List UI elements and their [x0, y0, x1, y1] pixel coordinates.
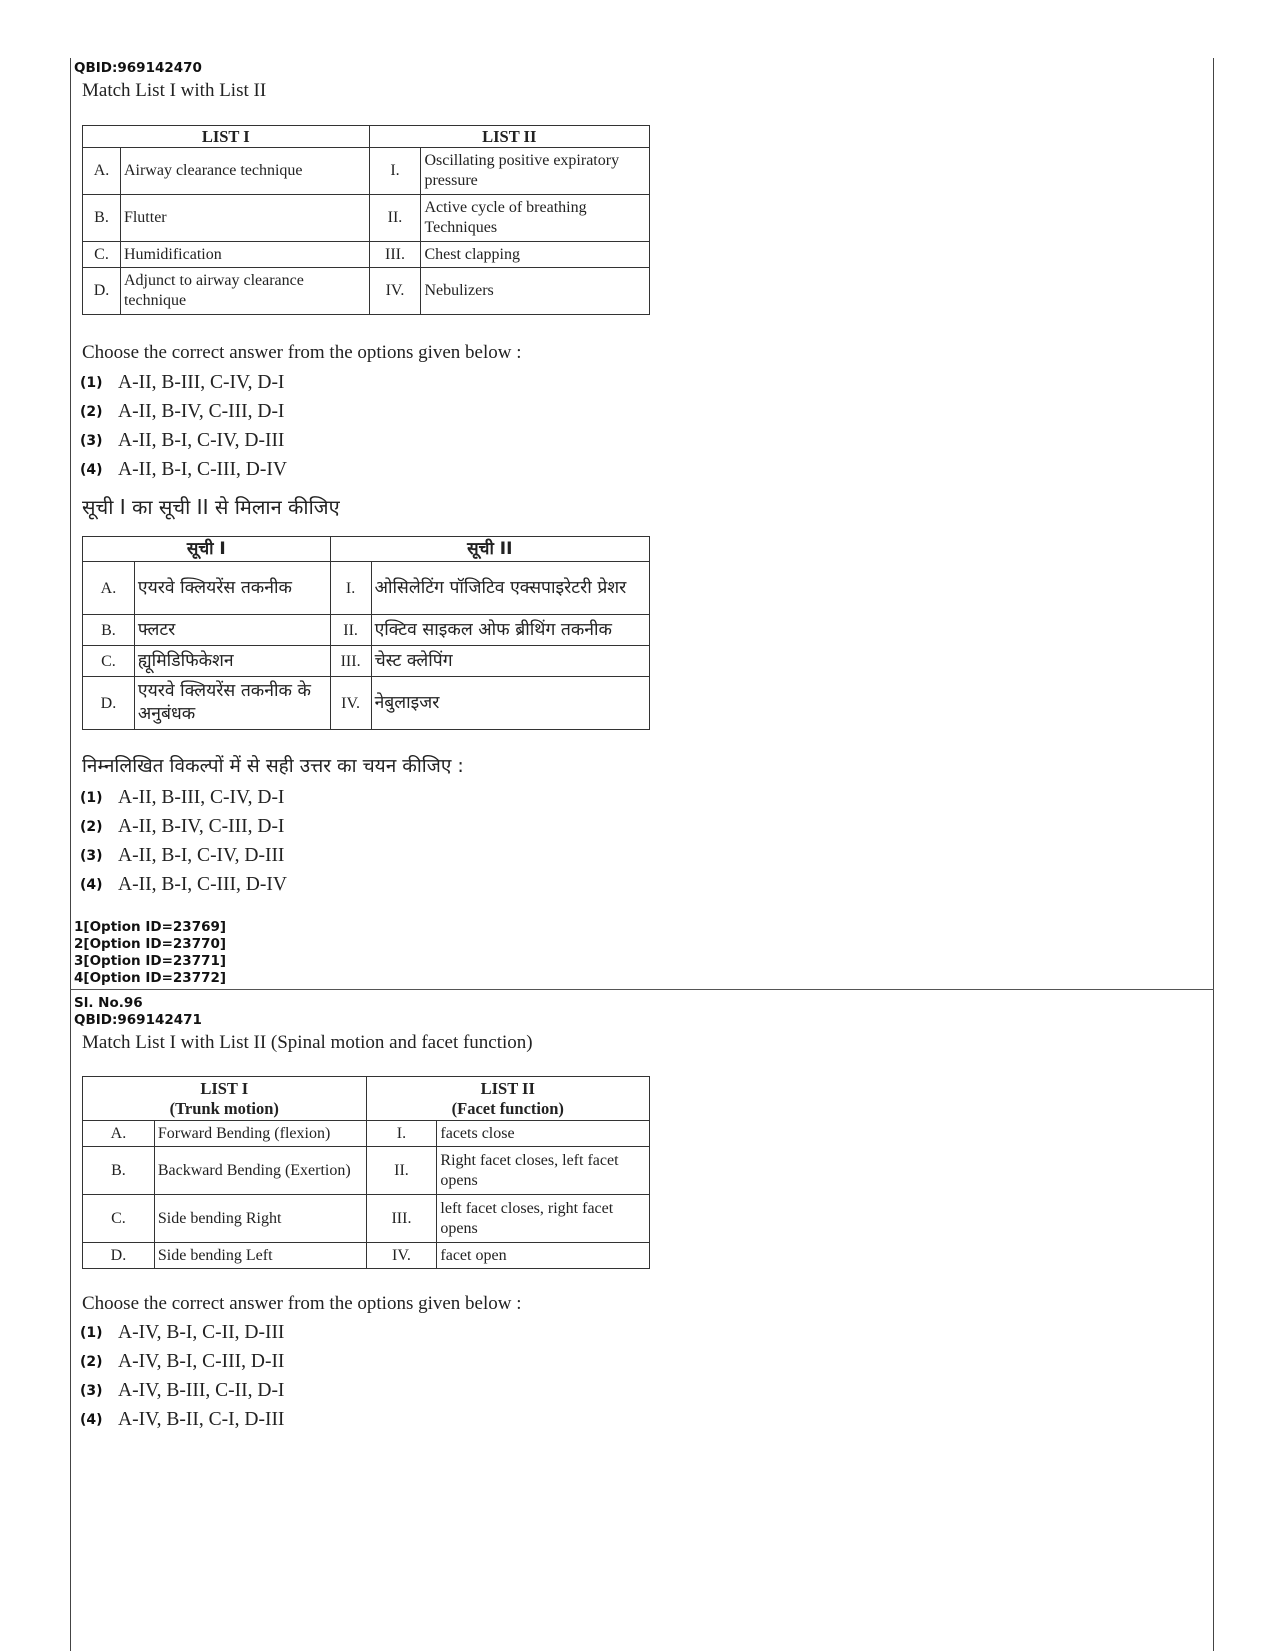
list1-item: Airway clearance technique — [120, 148, 369, 195]
option-id-4: 4[Option ID=23772] — [74, 970, 227, 986]
option-text: A-II, B-I, C-III, D-IV — [118, 874, 287, 895]
choose-instruction: Choose the correct answer from the options given below : — [82, 1293, 522, 1314]
list2-item: Nebulizers — [421, 268, 650, 315]
list2-item: facets close — [437, 1121, 650, 1147]
row-numeral: III. — [330, 646, 371, 677]
table-row — [83, 148, 650, 195]
row-numeral: I. — [330, 562, 371, 615]
option-2 — [80, 398, 284, 426]
table-row — [83, 615, 650, 646]
option-4-hindi — [80, 871, 287, 899]
option-text: A-II, B-I, C-III, D-IV — [118, 459, 287, 480]
list2-title: LIST II — [480, 1078, 535, 1098]
row-numeral: II. — [330, 615, 371, 646]
option-id-3: 3[Option ID=23771] — [74, 953, 227, 969]
row-numeral: II. — [366, 1147, 437, 1195]
option-text: A-IV, B-I, C-II, D-III — [118, 1322, 285, 1343]
list2-header: LIST II — [369, 126, 649, 148]
option-4 — [80, 456, 287, 484]
option-number: (1) — [80, 1325, 103, 1341]
option-id-2: 2[Option ID=23770] — [74, 936, 227, 952]
option-number: (2) — [80, 1354, 103, 1370]
option-2-hindi — [80, 813, 284, 841]
row-letter: A. — [83, 562, 135, 615]
option-text: A-IV, B-III, C-II, D-I — [118, 1380, 285, 1401]
option-3 — [80, 427, 284, 455]
table-row — [83, 268, 650, 315]
row-letter: C. — [83, 242, 121, 268]
list2-item: Right facet closes, left facet opens — [437, 1147, 650, 1195]
list2-item: Oscillating positive expiratory pressure — [421, 148, 650, 195]
option-text: A-II, B-I, C-IV, D-III — [118, 430, 285, 451]
list1-item: Side bending Left — [154, 1243, 366, 1269]
list2-item: Active cycle of breathing Techniques — [421, 195, 650, 242]
list2-item: नेबुलाइजर — [371, 677, 649, 730]
row-numeral: III. — [366, 1195, 437, 1243]
row-letter: D. — [83, 268, 121, 315]
option-text: A-II, B-I, C-IV, D-III — [118, 845, 285, 866]
list1-item: Side bending Right — [154, 1195, 366, 1243]
list1-item: Adjunct to airway clearance technique — [120, 268, 369, 315]
list2-header-hindi: सूची II — [330, 537, 649, 562]
row-letter: A. — [83, 148, 121, 195]
option-3 — [80, 1377, 284, 1405]
table-row — [83, 195, 650, 242]
list1-subtitle: (Trunk motion) — [169, 1098, 279, 1118]
table-row — [83, 1195, 650, 1243]
question-divider — [70, 989, 1214, 990]
list1-item: ह्यूमिडिफिकेशन — [134, 646, 330, 677]
option-text: A-II, B-IV, C-III, D-I — [118, 816, 285, 837]
row-numeral: III. — [369, 242, 421, 268]
match-table-spinal — [82, 1076, 650, 1269]
list1-item: फ्लटर — [134, 615, 330, 646]
option-number: (3) — [80, 433, 103, 449]
page-right-border — [1213, 58, 1214, 1651]
option-number: (3) — [80, 848, 103, 864]
table-row — [83, 1243, 650, 1269]
list2-item: ओसिलेटिंग पॉजिटिव एक्सपाइरेटरी प्रेशर — [371, 562, 649, 615]
option-1 — [80, 1319, 284, 1347]
list1-item: Forward Bending (flexion) — [154, 1121, 366, 1147]
table-row — [83, 677, 650, 730]
option-number: (4) — [80, 462, 103, 478]
list1-header — [83, 1077, 367, 1121]
option-3-hindi — [80, 842, 284, 870]
option-text: A-II, B-III, C-IV, D-I — [118, 372, 285, 393]
list2-item: एक्टिव साइकल ओफ ब्रीथिंग तकनीक — [371, 615, 649, 646]
row-letter: B. — [83, 195, 121, 242]
list1-header-hindi: सूची I — [83, 537, 331, 562]
row-letter: C. — [83, 1195, 155, 1243]
option-text: A-II, B-III, C-IV, D-I — [118, 787, 285, 808]
match-table-hindi — [82, 536, 650, 730]
row-letter: C. — [83, 646, 135, 677]
option-number: (1) — [80, 375, 103, 391]
list2-item: चेस्ट क्लेपिंग — [371, 646, 649, 677]
option-1-hindi — [80, 784, 284, 812]
list2-header — [366, 1077, 649, 1121]
row-numeral: IV. — [369, 268, 421, 315]
list1-item: Humidification — [120, 242, 369, 268]
row-numeral: II. — [369, 195, 421, 242]
page-left-border — [70, 58, 71, 1651]
row-letter: D. — [83, 677, 135, 730]
row-letter: B. — [83, 1147, 155, 1195]
list2-item: facet open — [437, 1243, 650, 1269]
match-table-english — [82, 125, 650, 315]
list2-item: left facet closes, right facet opens — [437, 1195, 650, 1243]
option-text: A-IV, B-II, C-I, D-III — [118, 1409, 285, 1430]
list1-header: LIST I — [83, 126, 370, 148]
list1-item: एयरवे क्लियरेंस तकनीक के अनुबंधक — [134, 677, 330, 730]
option-number: (4) — [80, 877, 103, 893]
row-letter: B. — [83, 615, 135, 646]
row-letter: A. — [83, 1121, 155, 1147]
option-text: A-IV, B-I, C-III, D-II — [118, 1351, 285, 1372]
table-row — [83, 242, 650, 268]
table-row — [83, 1121, 650, 1147]
table-row — [83, 562, 650, 615]
list1-item: Flutter — [120, 195, 369, 242]
option-4 — [80, 1406, 284, 1434]
serial-number: Sl. No.96 — [74, 995, 143, 1011]
list2-subtitle: (Facet function) — [451, 1098, 564, 1118]
question-text: Match List I with List II (Spinal motion and facet function) — [82, 1032, 533, 1053]
row-letter: D. — [83, 1243, 155, 1269]
option-id-1: 1[Option ID=23769] — [74, 919, 227, 935]
row-numeral: I. — [369, 148, 421, 195]
option-number: (4) — [80, 1412, 103, 1428]
option-number: (3) — [80, 1383, 103, 1399]
list2-item: Chest clapping — [421, 242, 650, 268]
list1-title: LIST I — [200, 1078, 249, 1098]
option-number: (1) — [80, 790, 103, 806]
qbid-label: QBID:969142470 — [74, 60, 202, 76]
option-number: (2) — [80, 819, 103, 835]
option-number: (2) — [80, 404, 103, 420]
row-numeral: I. — [366, 1121, 437, 1147]
qbid-label: QBID:969142471 — [74, 1012, 202, 1028]
choose-instruction-hindi: निम्नलिखित विकल्पों में से सही उत्तर का चयन कीजिए : — [82, 755, 464, 777]
table-row — [83, 646, 650, 677]
row-numeral: IV. — [366, 1243, 437, 1269]
list1-item: Backward Bending (Exertion) — [154, 1147, 366, 1195]
question-text: Match List I with List II — [82, 80, 267, 101]
row-numeral: IV. — [330, 677, 371, 730]
option-2 — [80, 1348, 284, 1376]
question-text-hindi: सूची I का सूची II से मिलान कीजिए — [82, 495, 340, 519]
list1-item: एयरवे क्लियरेंस तकनीक — [134, 562, 330, 615]
table-row — [83, 1147, 650, 1195]
option-text: A-II, B-IV, C-III, D-I — [118, 401, 285, 422]
option-1 — [80, 369, 284, 397]
choose-instruction: Choose the correct answer from the options given below : — [82, 342, 522, 363]
